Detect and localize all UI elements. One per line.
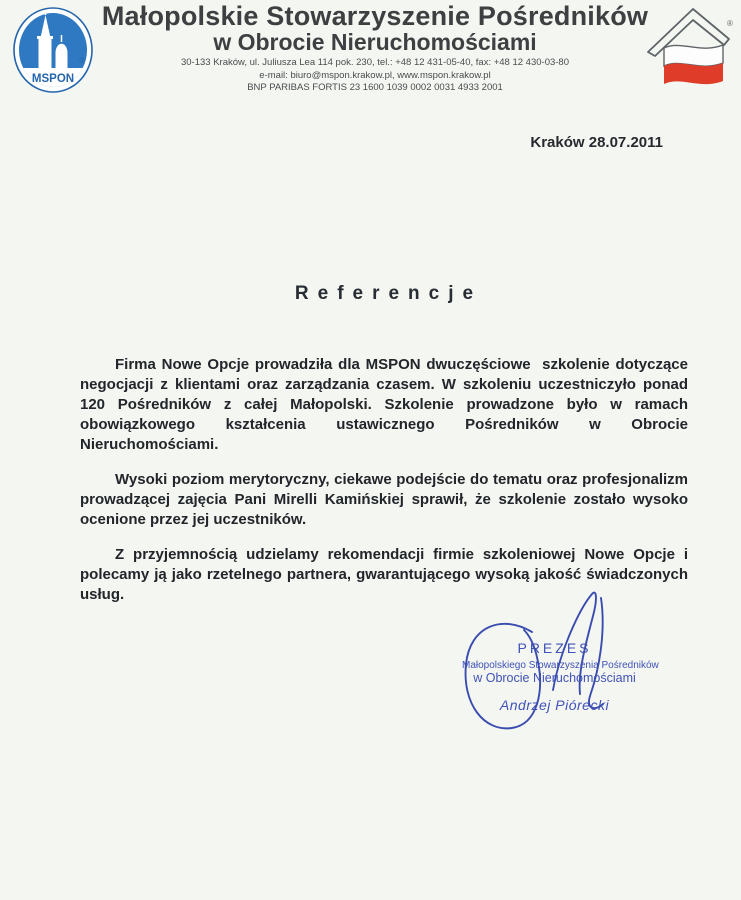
bank-account-line: BNP PARIBAS FORTIS 23 1600 1039 0002 0031 4933 2001 [247, 82, 503, 93]
contact-line: e-mail: biuro@mspon.krakow.pl, www.mspon.krakow.pl [259, 69, 491, 81]
org-name-line2: w Obrocie Nieruchomościami [213, 29, 537, 55]
stamp-org-line1: Małopolskiego Stowarzyszenia Pośredników [462, 660, 659, 672]
signer-name: Andrzej Piórecki [499, 697, 610, 714]
stamp-org-line2: w Obrocie Nieruchomościami [473, 671, 636, 686]
letterhead-text [95, 3, 655, 94]
letter-title: Referencje [294, 283, 483, 304]
handwritten-signature-ink [440, 578, 660, 738]
letterhead [0, 0, 741, 100]
stamp-title: PREZES [517, 640, 592, 656]
registered-mark-icon: ® [727, 19, 733, 28]
registered-mark-icon: ® [79, 56, 85, 65]
mspon-logo-label: MSPON [31, 73, 75, 85]
paragraph: Z przyjemnością udzielamy rekomendacji firmie szkoleniowej Nowe Opcje i polecamy ją jako rzetelnego partnera, gwarantującego wysoką jakość świadczonych usług. [80, 546, 693, 603]
paragraph: Wysoki poziom merytoryczny, ciekawe podejście do tematu oraz profesjonalizm prowadzącej zajęcia Pani Mirelli Kamińskiej sprawił, że szkolenie zostało wysoko ocenione przez jej uczestników. [80, 471, 693, 528]
paragraph: Firma Nowe Opcje prowadziła dla MSPON dwuczęściowe szkolenie dotyczące negocjacji z klientami oraz zarządzania czasem. W szkoleniu uczestniczyło ponad 120 Pośredników z całej Małopolski. Szkolenie prowadzone było w ramach obowiązkowego kształcenia ustawicznego Pośredników w Obrocie Nieruchomościami. [80, 356, 693, 453]
address-line: 30-133 Kraków, ul. Juliusza Lea 114 pok. 230, tel.: +48 12 431-05-40, fax: +48 12 430-03-80 [180, 57, 569, 68]
mspon-towers-icon [12, 6, 94, 94]
place-date-line: Kraków 28.07.2011 [530, 134, 663, 151]
mspon-logo [12, 6, 94, 94]
org-name-line1: Małopolskie Stowarzyszenie Pośredników [101, 1, 649, 31]
